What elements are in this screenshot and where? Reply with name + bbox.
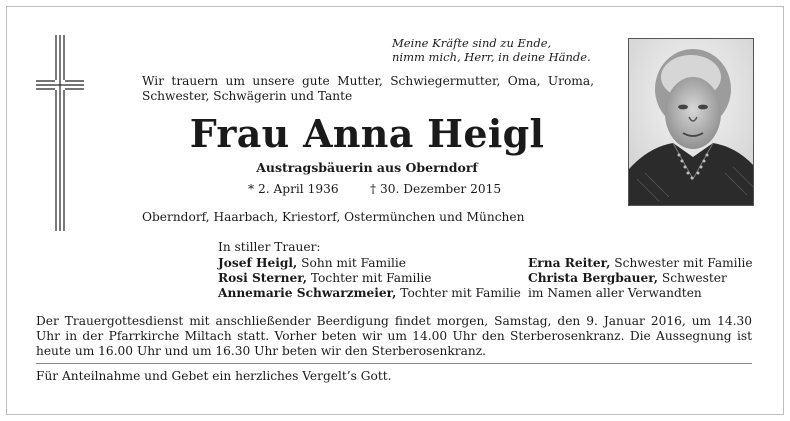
mourner-entry (528, 256, 753, 271)
mourner-name: Rosi Sterner, (218, 271, 307, 285)
mourner-relation: Sohn mit Familie (297, 256, 407, 270)
portrait-photo (628, 38, 754, 206)
mourner-relation: Tochter mit Familie (307, 271, 432, 285)
mourner-name: Josef Heigl, (218, 256, 298, 270)
death-date: † 30. Dezember 2015 (370, 182, 502, 196)
mourners-heading: In stiller Trauer: (218, 240, 321, 254)
mourner-name: Annemarie Schwarzmeier, (218, 286, 397, 300)
mourner-entry (528, 286, 753, 301)
intro-line-1: Wir trauern um unsere gute Mutter, Schwiegermutter, Oma, Uroma, (142, 74, 594, 88)
deceased-subtitle: Austragsbäuerin aus Oberndorf (256, 160, 478, 175)
birth-date: * 2. April 1936 (248, 182, 339, 196)
mourner-relation: im Namen aller Verwandten (528, 286, 702, 300)
mourner-entry (218, 286, 521, 301)
mourner-entry (218, 256, 521, 271)
mourner-entry (218, 271, 521, 286)
mourners-left-column (218, 256, 521, 301)
motto-verse (392, 36, 602, 64)
mourner-entry (528, 271, 753, 286)
christian-cross-icon (36, 35, 84, 231)
motto-line-2: nimm mich, Herr, in deine Hände. (392, 50, 591, 64)
intro-line-2: Schwester, Schwägerin und Tante (142, 89, 353, 103)
deceased-name: Frau Anna Heigl (189, 111, 545, 156)
motto-line-1: Meine Kräfte sind zu Ende, (392, 36, 552, 50)
intro-text (142, 74, 594, 104)
places-list: Oberndorf, Haarbach, Kriestorf, Ostermünchen und München (142, 210, 525, 224)
mourner-name: Erna Reiter, (528, 256, 611, 270)
mourner-relation: Schwester (658, 271, 727, 285)
divider (36, 363, 752, 364)
mourner-relation: Schwester mit Familie (610, 256, 753, 270)
mourner-relation: Tochter mit Familie (396, 286, 521, 300)
mourners-right-column (528, 256, 753, 301)
service-announcement: Der Trauergottesdienst mit anschließender Beerdigung findet morgen, Samstag, den 9. Januar 2016, um 14.30 Uhr in der Pfarrkirche Miltach statt. Vorher beten wir um 14.00 Uhr den Sterberosenkranz. Die Aussegnung ist heute um 16.00 Uhr und um 16.30 Uhr beten wir den Sterberosenkranz. (36, 314, 752, 358)
mourner-name: Christa Bergbauer, (528, 271, 659, 285)
thanks-line: Für Anteilnahme und Gebet ein herzliches Vergelt’s Gott. (36, 369, 392, 383)
